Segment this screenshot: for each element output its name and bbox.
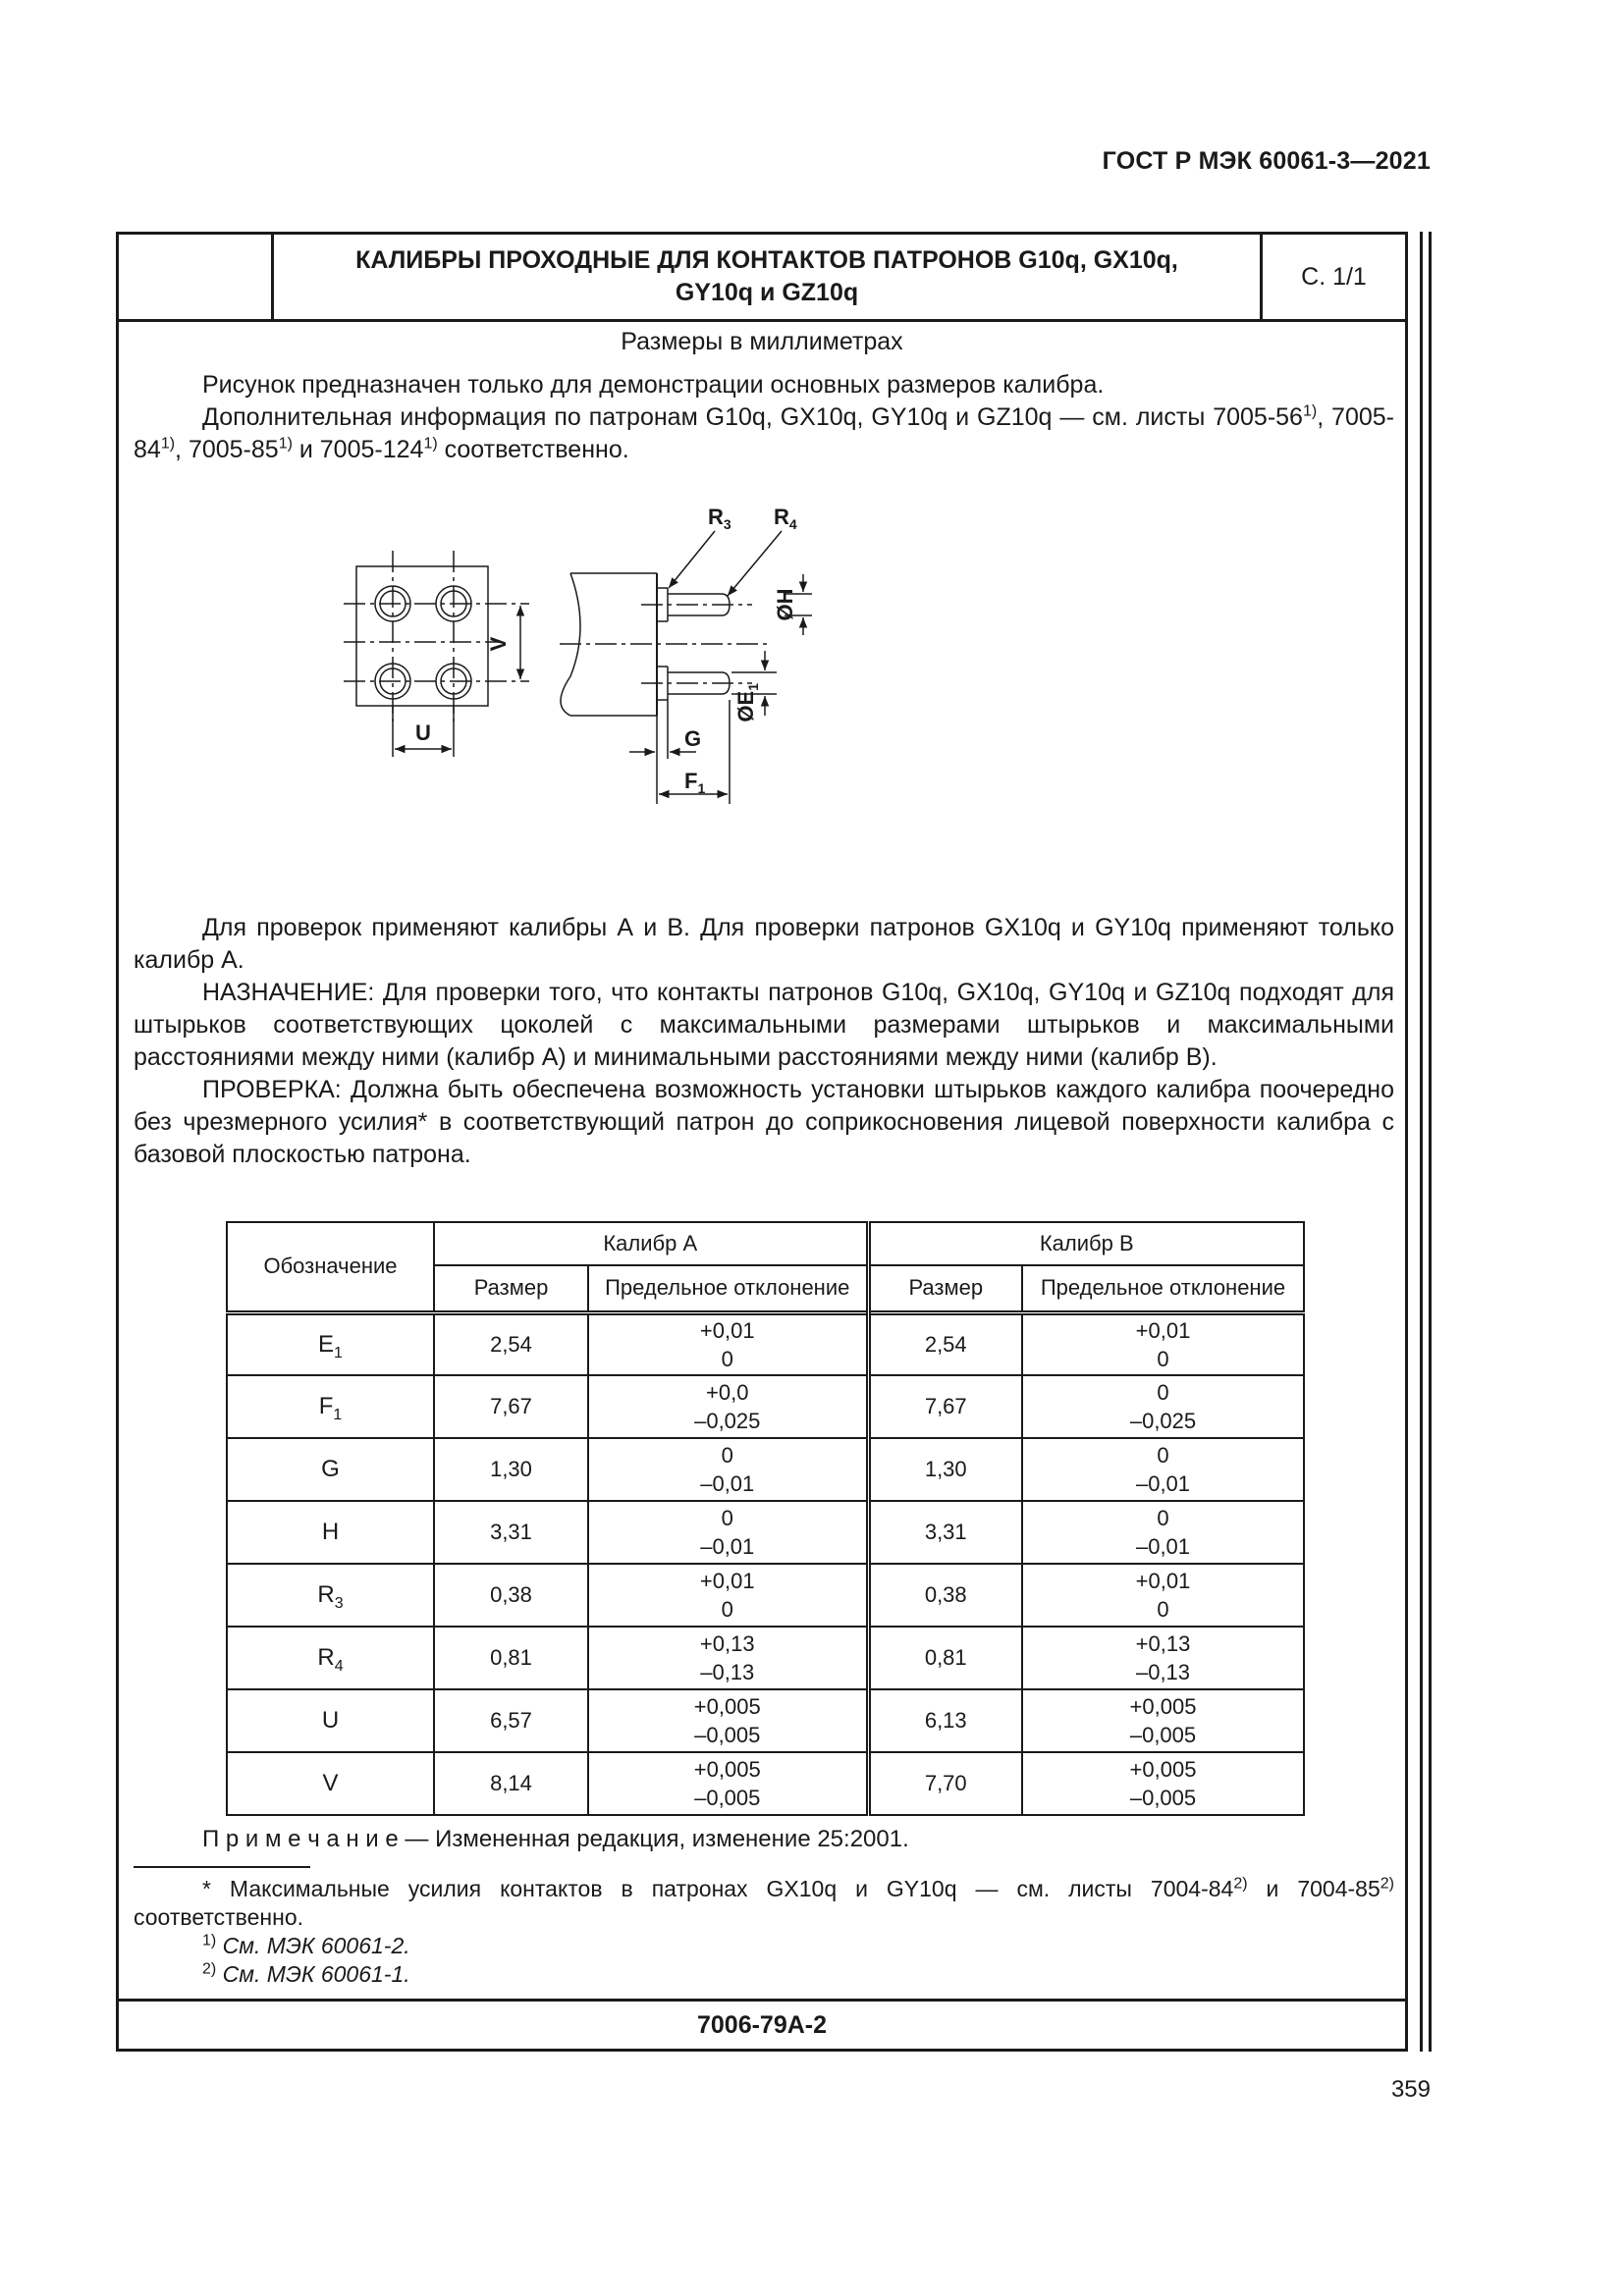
body-p3-check: ПРОВЕРКА: Должна быть обеспечена возможность установки штырьков каждого калибра поочередно без чрезмерного усилия* в соответствующий патрон до соприкосновения лицевой поверхности калибра с базовой плоскостью патрона. <box>134 1076 1394 1168</box>
cell-size-b: 3,31 <box>868 1501 1022 1564</box>
cell-designation: $R_4$ <box>227 1627 434 1689</box>
cell-size-b: 1,30 <box>868 1438 1022 1501</box>
col-header-size-b: Размер <box>868 1265 1022 1312</box>
label-r4: $R_4$ <box>774 505 797 532</box>
label-r3: $R_3$ <box>708 505 731 532</box>
body-p1: Для проверок применяют калибры А и В. Для проверки патронов GX10q и GY10q применяют только калибр А. <box>134 914 1394 974</box>
cell-tolerance-a: +0,01 0 <box>588 1564 868 1627</box>
standard-code: ГОСТ Р МЭК 60061-3—2021 <box>1102 147 1431 175</box>
table-row <box>227 1375 1304 1438</box>
table-row <box>227 1627 1304 1689</box>
cell-tolerance-b: 0 –0,01 <box>1022 1438 1304 1501</box>
table-row <box>227 1564 1304 1627</box>
cell-designation: $E_1$ <box>227 1312 434 1375</box>
label-v: V <box>486 636 511 652</box>
col-header-size-a: Размер <box>434 1265 588 1312</box>
footnote-1: $^{1)}$ См. МЭК 60061-2. <box>202 1932 410 1958</box>
table-note: П р и м е ч а н и е — Измененная редакция, изменение 25:2001. <box>202 1826 909 1852</box>
frame-rail-inner <box>1429 232 1432 2052</box>
cell-designation: $F_1$ <box>227 1375 434 1438</box>
table-row <box>227 1752 1304 1815</box>
col-header-tolerance-b: Предельное отклонение <box>1022 1265 1304 1312</box>
cell-designation: U <box>227 1689 434 1752</box>
label-e1: $ØE_1$ <box>733 683 761 722</box>
gauge-table <box>226 1221 1305 1816</box>
cell-tolerance-b: +0,01 0 <box>1022 1312 1304 1375</box>
label-h: ØH <box>773 588 797 621</box>
table-row <box>227 1501 1304 1564</box>
cell-designation: $R_3$ <box>227 1564 434 1627</box>
gauge-drawing <box>119 235 1405 902</box>
cell-size-b: 7,67 <box>868 1375 1022 1438</box>
cell-tolerance-b: 0 –0,01 <box>1022 1501 1304 1564</box>
sheet-code: 7006-79A-2 <box>696 2010 828 2039</box>
frame-rail-outer <box>1420 232 1423 2052</box>
footnotes <box>134 1875 1394 1989</box>
cell-size-b: 6,13 <box>868 1689 1022 1752</box>
cell-tolerance-a: 0 –0,01 <box>588 1501 868 1564</box>
footnote-separator <box>134 1866 310 1868</box>
label-g: G <box>684 726 702 751</box>
sheet-title-line1: КАЛИБРЫ ПРОХОДНЫЕ ДЛЯ КОНТАКТОВ ПАТРОНОВ G10q, GX10q, <box>355 246 1178 274</box>
cell-tolerance-a: +0,13 –0,13 <box>588 1627 868 1689</box>
cell-size-a: 1,30 <box>434 1438 588 1501</box>
cell-tolerance-a: +0,01 0 <box>588 1312 868 1375</box>
cell-size-a: 8,14 <box>434 1752 588 1815</box>
intro-line1: Рисунок предназначен только для демонстрации основных размеров калибра. <box>202 371 1105 399</box>
cell-size-b: 7,70 <box>868 1752 1022 1815</box>
col-header-gauge-b: Калибр В <box>868 1222 1304 1265</box>
cell-tolerance-b: +0,005 –0,005 <box>1022 1752 1304 1815</box>
col-header-tolerance-a: Предельное отклонение <box>588 1265 868 1312</box>
cell-size-a: 0,81 <box>434 1627 588 1689</box>
cell-tolerance-a: 0 –0,01 <box>588 1438 868 1501</box>
sheet-frame <box>116 232 1408 2052</box>
sheet-number: С. 1/1 <box>1301 262 1367 291</box>
cell-size-b: 0,38 <box>868 1564 1022 1627</box>
cell-size-a: 6,57 <box>434 1689 588 1752</box>
col-header-designation: Обозначение <box>227 1222 434 1312</box>
cell-size-a: 2,54 <box>434 1312 588 1375</box>
col-header-gauge-a: Калибр А <box>434 1222 868 1265</box>
page-number: 359 <box>1390 2076 1431 2103</box>
cell-tolerance-b: +0,005 –0,005 <box>1022 1689 1304 1752</box>
cell-tolerance-a: +0,005 –0,005 <box>588 1752 868 1815</box>
body-text <box>134 912 1394 1171</box>
cell-tolerance-b: +0,13 –0,13 <box>1022 1627 1304 1689</box>
body-p2-purpose: НАЗНАЧЕНИЕ: Для проверки того, что контакты патронов G10q, GX10q, GY10q и GZ10q подходят для штырьков соответствующих цоколей с максимальными размерами штырьков и максимальными расстояниями между ними (калибр А) и минимальными расстояниями между ними (калибр В). <box>134 979 1394 1071</box>
cell-size-a: 3,31 <box>434 1501 588 1564</box>
cell-designation: G <box>227 1438 434 1501</box>
cell-tolerance-b: +0,01 0 <box>1022 1564 1304 1627</box>
table-header-row1 <box>227 1222 1304 1265</box>
footnote-star: * Максимальные усилия контактов в патронах GX10q и GY10q — см. листы 7004-84$^{2)}$ и 7004-85$^{2)}$ соответственно. <box>134 1875 1394 1930</box>
table-row <box>227 1312 1304 1375</box>
table-row <box>227 1689 1304 1752</box>
leader-r4 <box>728 531 782 596</box>
footnote-2: $^{2)}$ См. МЭК 60061-1. <box>202 1960 410 1987</box>
label-f1: $F_1$ <box>684 769 706 796</box>
cell-designation: V <box>227 1752 434 1815</box>
label-u: U <box>415 721 431 745</box>
cell-size-a: 7,67 <box>434 1375 588 1438</box>
intro-line2: Дополнительная информация по патронам G10q, GX10q, GY10q и GZ10q — см. листы 7005-56$^{1)}$, 7005-84$^{1)}$, 7005-85$^{1)}$ и 7005-124$^{1)}$ соответственно. <box>134 402 1394 463</box>
sheet-title-line2: GY10q и GZ10q <box>675 279 859 306</box>
units-note: Размеры в миллиметрах <box>621 328 903 355</box>
leader-r3 <box>669 531 715 588</box>
cell-size-a: 0,38 <box>434 1564 588 1627</box>
cell-tolerance-b: 0 –0,025 <box>1022 1375 1304 1438</box>
cell-size-b: 0,81 <box>868 1627 1022 1689</box>
cell-tolerance-a: +0,005 –0,005 <box>588 1689 868 1752</box>
table-row <box>227 1438 1304 1501</box>
cell-designation: H <box>227 1501 434 1564</box>
cell-tolerance-a: +0,0 –0,025 <box>588 1375 868 1438</box>
cell-size-b: 2,54 <box>868 1312 1022 1375</box>
